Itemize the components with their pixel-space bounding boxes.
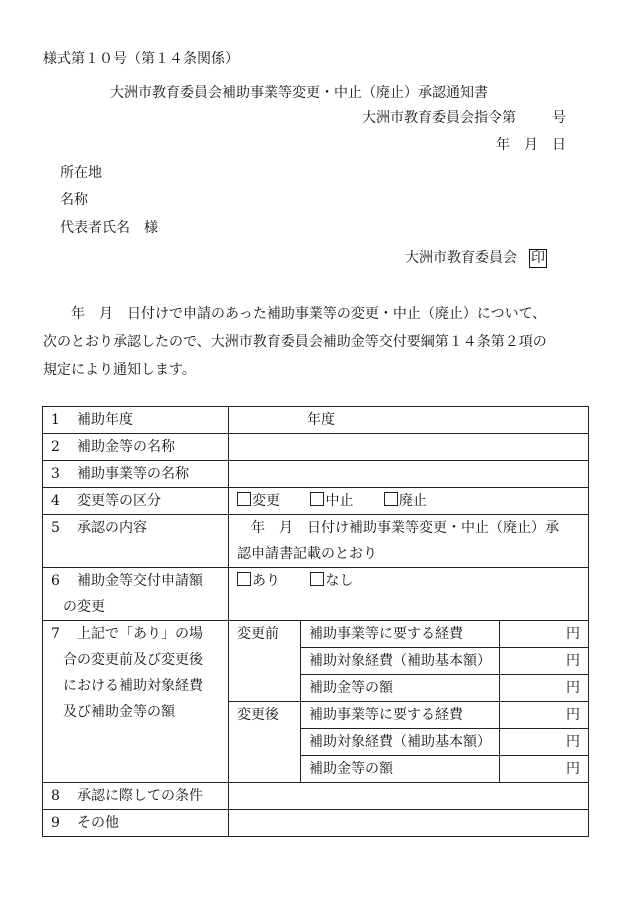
table-row [43, 434, 589, 461]
issuer [405, 249, 547, 268]
row-label: 9 その他 [43, 810, 229, 837]
reference-number [362, 111, 566, 125]
yen-field[interactable]: 円 [500, 648, 589, 675]
checkbox-icon[interactable] [310, 492, 324, 506]
representative-label: 代表者氏名 様 [60, 220, 158, 236]
project-name-field[interactable] [229, 461, 589, 488]
body-line-2: 次のとおり承認したので、大洲市教育委員会補助金等交付要綱第１４条第２項の [43, 334, 547, 350]
yen-field[interactable]: 円 [500, 702, 589, 729]
amount-change-options [229, 568, 589, 621]
body-text [43, 300, 593, 384]
yen-field[interactable]: 円 [500, 729, 589, 756]
checkbox-icon[interactable] [237, 492, 251, 506]
change-type-options [229, 488, 589, 515]
option-change[interactable]: 変更 [237, 493, 280, 509]
yen-field[interactable]: 円 [500, 621, 589, 648]
eligible-cost-label: 補助対象経費（補助基本額） [301, 648, 500, 675]
table-row [43, 783, 589, 810]
before-change-label: 変更前 [229, 621, 301, 702]
row-label: 6 補助金等交付申請額 の変更 [43, 568, 229, 621]
conditions-field[interactable] [229, 783, 589, 810]
checkbox-icon[interactable] [237, 572, 251, 586]
reference-prefix: 大洲市教育委員会指令第 [362, 110, 516, 126]
after-change-label: 変更後 [229, 702, 301, 783]
reference-suffix: 号 [552, 110, 566, 126]
option-yes[interactable]: あり [237, 573, 280, 589]
body-line-3: 規定により通知します。 [43, 362, 196, 378]
other-field[interactable] [229, 810, 589, 837]
row-label: 8 承認に際しての条件 [43, 783, 229, 810]
form-number: 様式第１０号（第１４条関係） [43, 51, 239, 67]
subsidy-amount-label: 補助金等の額 [301, 756, 500, 783]
seal-mark: 印 [531, 250, 545, 266]
checkbox-icon[interactable] [384, 492, 398, 506]
approval-content-line-2: 認申請書記載のとおり [237, 546, 377, 562]
table-row [43, 461, 589, 488]
row-label: 7 上記で「あり」の場 合の変更前及び変更後 における補助対象経費 及び補助金等の額 [43, 621, 229, 783]
eligible-cost-label: 補助対象経費（補助基本額） [301, 729, 500, 756]
table-row [43, 488, 589, 515]
date-year: 年 [496, 137, 510, 153]
approval-table [42, 406, 589, 837]
approval-content [229, 515, 589, 568]
table-row [43, 515, 589, 568]
approval-content-line-1: 年 月 日付け補助事業等変更・中止（廃止）承 [237, 520, 559, 536]
table-row [43, 621, 589, 648]
option-no[interactable]: なし [310, 573, 353, 589]
subsidy-amount-label: 補助金等の額 [301, 675, 500, 702]
row-label: 5 承認の内容 [43, 515, 229, 568]
table-row [43, 568, 589, 621]
row-label: 2 補助金等の名称 [43, 434, 229, 461]
name-label: 名称 [60, 192, 88, 208]
row-label: 3 補助事業等の名称 [43, 461, 229, 488]
subsidy-name-field[interactable] [229, 434, 589, 461]
fiscal-year-field[interactable]: 年度 [229, 407, 589, 434]
date-day: 日 [552, 137, 566, 153]
issuer-name: 大洲市教育委員会 [405, 250, 517, 266]
address-label: 所在地 [60, 165, 102, 181]
cost-label: 補助事業等に要する経費 [301, 702, 500, 729]
option-abolish[interactable]: 廃止 [384, 493, 427, 509]
issue-date [496, 138, 566, 152]
body-line-1: 年 月 日付けで申請のあった補助事業等の変更・中止（廃止）について、 [71, 306, 547, 322]
yen-field[interactable]: 円 [500, 756, 589, 783]
date-month: 月 [524, 137, 538, 153]
table-row [43, 407, 589, 434]
cost-label: 補助事業等に要する経費 [301, 621, 500, 648]
checkbox-icon[interactable] [310, 572, 324, 586]
yen-field[interactable]: 円 [500, 675, 589, 702]
row-label: 1 補助年度 [43, 407, 229, 434]
table-row [43, 810, 589, 837]
row-label: 4 変更等の区分 [43, 488, 229, 515]
document-title: 大洲市教育委員会補助事業等変更・中止（廃止）承認通知書 [110, 85, 488, 101]
option-suspend[interactable]: 中止 [310, 493, 353, 509]
